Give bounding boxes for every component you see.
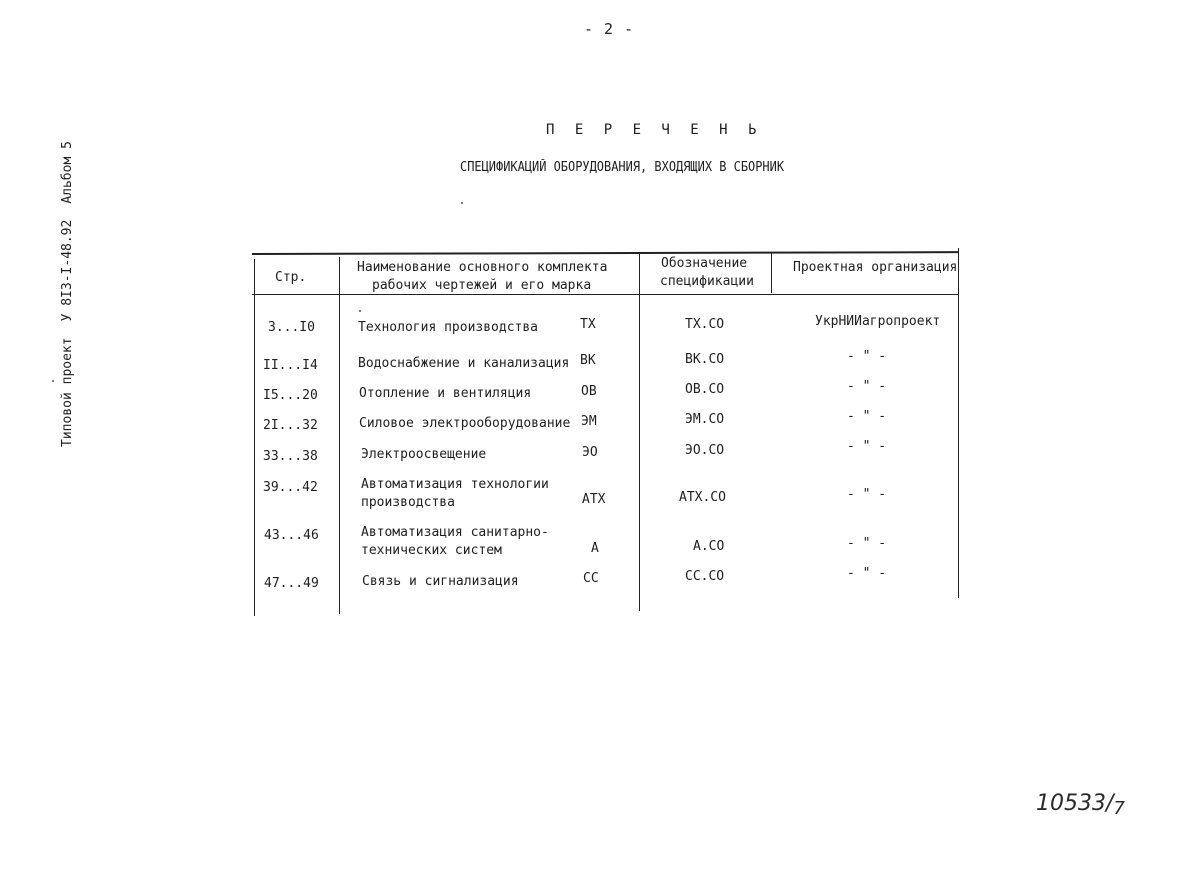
row-6-organization: - " - xyxy=(847,536,887,551)
handwritten-archive-number: $10533/_7$ xyxy=(1036,791,1125,819)
side-label-project: Типовой проект xyxy=(60,337,75,447)
side-label-code: У 8I3-I-48.92 xyxy=(60,219,75,322)
side-label xyxy=(60,141,75,447)
row-0-organization: УкрНИИагропроект xyxy=(815,314,941,329)
side-label-album: Альбом 5 xyxy=(60,141,75,204)
row-5-name-line1: Автоматизация технологии xyxy=(361,477,549,492)
row-6-name-line1: Автоматизация санитарно- xyxy=(361,525,549,540)
row-4-pages: 33...38 xyxy=(263,449,318,464)
col-divider-3 xyxy=(639,254,640,611)
row-2-designation: ОВ.СО xyxy=(685,382,725,397)
row-2-name: Отопление и вентиляция xyxy=(359,386,532,401)
header-bottom-border xyxy=(252,294,959,295)
header-name-line2: рабочих чертежей и его марка xyxy=(372,278,592,293)
row-3-name: Силовое электрооборудование xyxy=(359,416,571,431)
header-pages: Стр. xyxy=(275,270,307,285)
row-7-organization: - " - xyxy=(847,566,887,581)
col-divider-4 xyxy=(771,253,772,293)
col-divider-2 xyxy=(339,257,340,614)
header-name-line1: Наименование основного комплекта xyxy=(357,260,608,275)
row-4-mark: ЭО xyxy=(582,445,598,460)
col-divider-1 xyxy=(254,259,255,616)
row-5-pages: 39...42 xyxy=(263,480,318,495)
row-7-designation: СС.СО xyxy=(685,569,725,584)
row-3-organization: - " - xyxy=(847,409,887,424)
row-1-pages: II...I4 xyxy=(263,358,318,373)
header-designation-line2: спецификации xyxy=(660,274,754,289)
row-6-designation: А.СО xyxy=(693,539,725,554)
document-subtitle: СПЕЦИФИКАЦИЙ ОБОРУДОВАНИЯ, ВХОДЯЩИХ В СБОРНИК xyxy=(460,160,785,175)
scan-speck xyxy=(52,380,54,382)
header-organization: Проектная организация xyxy=(793,260,958,275)
row-0-mark: ТХ xyxy=(580,317,596,332)
row-2-pages: I5...20 xyxy=(263,388,318,403)
row-2-mark: ОВ xyxy=(581,384,597,399)
page-number: - 2 - xyxy=(584,20,635,38)
row-5-name-line2: производства xyxy=(361,495,455,510)
row-4-name: Электроосвещение xyxy=(361,447,487,462)
row-3-pages: 2I...32 xyxy=(263,418,318,433)
row-5-organization: - " - xyxy=(847,487,887,502)
row-1-mark: ВК xyxy=(580,353,596,368)
row-5-designation: АТХ.СО xyxy=(679,490,726,505)
row-1-organization: - " - xyxy=(847,349,887,364)
table-top-border xyxy=(252,251,958,255)
row-2-organization: - " - xyxy=(847,379,887,394)
handwritten-number-sub: 7 xyxy=(1113,798,1125,819)
row-6-mark: А xyxy=(591,541,599,556)
scan-speck xyxy=(461,202,463,204)
row-0-pages: 3...I0 xyxy=(268,320,315,335)
row-7-mark: СС xyxy=(583,571,599,586)
row-3-designation: ЭМ.СО xyxy=(685,412,725,427)
row-7-pages: 47...49 xyxy=(264,576,319,591)
row-6-pages: 43...46 xyxy=(264,528,319,543)
col-divider-5 xyxy=(958,248,959,598)
document-title: П Е Р Е Ч Е Н Ь xyxy=(546,122,763,138)
row-6-name-line2: технических систем xyxy=(361,543,502,558)
handwritten-number-main: 10533 xyxy=(1036,791,1106,816)
row-4-organization: - " - xyxy=(847,439,887,454)
row-1-designation: ВК.СО xyxy=(685,352,725,367)
row-4-designation: ЭО.СО xyxy=(685,443,725,458)
scan-speck xyxy=(359,310,361,312)
row-5-mark: АТХ xyxy=(582,492,606,507)
row-7-name: Связь и сигнализация xyxy=(362,574,519,589)
row-0-designation: ТХ.СО xyxy=(685,317,725,332)
row-1-name: Водоснабжение и канализация xyxy=(358,356,570,371)
row-3-mark: ЭМ xyxy=(581,414,597,429)
row-0-name: Технология производства xyxy=(358,320,539,335)
header-designation-line1: Обозначение xyxy=(661,256,748,271)
